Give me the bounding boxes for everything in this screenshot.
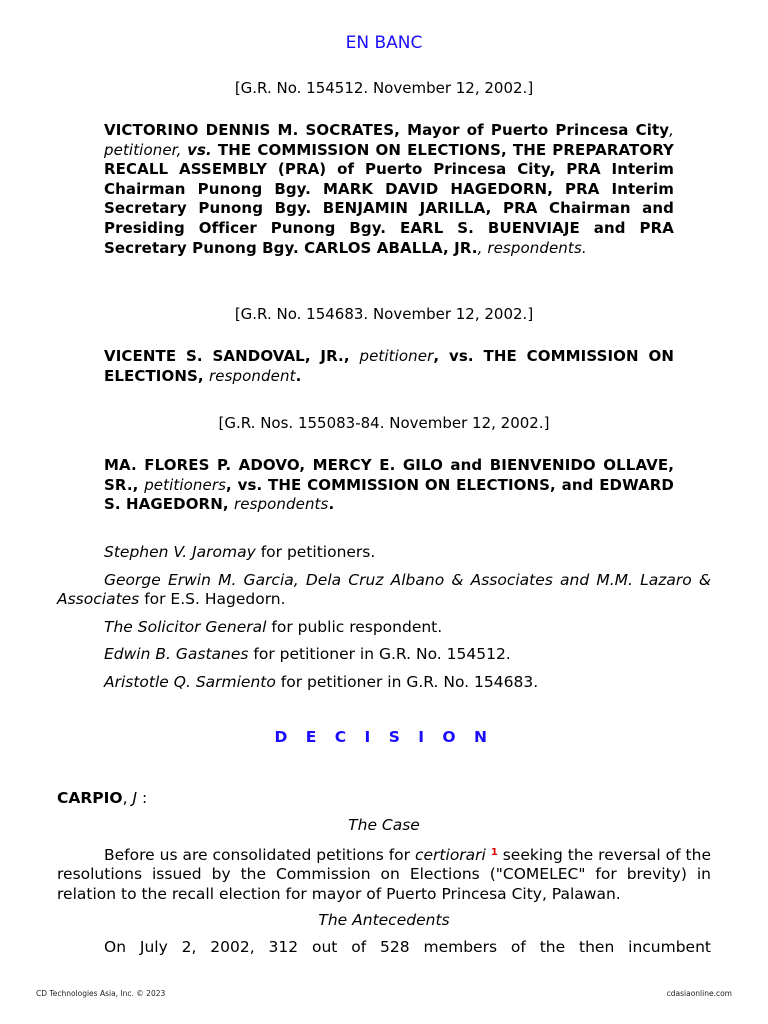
ponente-name: CARPIO (57, 789, 123, 807)
case1-vs: vs. (187, 140, 212, 159)
paragraph-1: Before us are consolidated petitions for certiorari $^1$ seeking the reversal of the resolutions issued by the Commission on Elections ("COMELEC" for brevity) in relation to the recall election for mayor of Puerto Princesa City, Palawan. (57, 845, 711, 903)
case2-parties: VICENTE S. SANDOVAL, JR., petitioner, vs. THE COMMISSION ON ELECTIONS, respondent. (104, 347, 674, 385)
decision-body (57, 816, 711, 958)
case1-petitioner: VICTORINO DENNIS M. SOCRATES, Mayor of Puerto Princesa City (104, 121, 670, 139)
counsel-item: Edwin B. Gastanes for petitioner in G.R. No. 154512. (104, 645, 511, 664)
case2-gr-number: [G.R. No. 154683. November 12, 2002.] (234, 305, 534, 323)
case3-respondent-role: respondents (233, 495, 329, 514)
case1-petitioner-role: petitioner (104, 140, 177, 159)
case2-petitioner: VICENTE S. SANDOVAL, JR., (104, 347, 360, 365)
case1-respondent-role: respondents (487, 238, 582, 257)
counsel-item: Stephen V. Jaromay for petitioners. (104, 543, 376, 561)
case1-gr-number: [G.R. No. 154512. November 12, 2002.] (234, 79, 534, 97)
case3-gr-number: [G.R. Nos. 155083-84. November 12, 2002.] (218, 414, 550, 432)
ponente: CARPIO, J : (57, 789, 148, 807)
case1-respondents: THE COMMISSION ON ELECTIONS, THE PREPARATORY RECALL ASSEMBLY (PRA) of Puerto Princesa City, PRA Interim Chairman Punong Bgy. MARK DAVID HAGEDORN, PRA Interim Secretary Punong Bgy. BENJAMIN JARILLA, PRA Chairman and Presiding Officer Punong Bgy. EARL S. BUENVIAJE and PRA Secretary Punong Bgy. CARLOS ABALLA, JR. (104, 140, 674, 257)
case3-petitioners: MA. FLORES P. ADOVO, MERCY E. GILO and BIENVENIDO OLLAVE, SR., (104, 456, 674, 494)
heading-antecedents: The Antecedents (318, 911, 450, 930)
paragraph-2: On July 2, 2002, 312 out of 528 members of the then incumbent (104, 937, 711, 956)
counsel-list (57, 543, 711, 693)
counsel-item: The Solicitor General for public respondent. (104, 617, 443, 636)
case3-petitioner-role: petitioners (144, 475, 227, 494)
case2-respondent-role: respondent (209, 366, 296, 385)
ponente-title: J (132, 789, 138, 807)
footnote-link[interactable]: 1 (490, 846, 498, 858)
case2-petitioner-role: petitioner (359, 347, 434, 365)
heading-the-case: The Case (348, 816, 420, 834)
term-certiorari: certiorari (415, 845, 486, 864)
case1-parties: VICTORINO DENNIS M. SOCRATES, Mayor of Puerto Princesa City, petitioner, vs. THE COMMISSION ON ELECTIONS, THE PREPARATORY RECALL ASSEMBLY (PRA) of Puerto Princesa City, PRA Interim Chairman Punong Bgy. MARK DAVID HAGEDORN, PRA Interim Secretary Punong Bgy. BENJAMIN JARILLA, PRA Chairman and Presiding Officer Punong Bgy. EARL S. BUENVIAJE and PRA Secretary Punong Bgy. CARLOS ABALLA, JR., respondents. (104, 121, 674, 257)
footer-copyright: CD Technologies Asia, Inc. © 2023 (36, 989, 166, 998)
counsel-item: George Erwin M. Garcia, Dela Cruz Albano & Associates and M.M. Lazaro & Associates for E.S. Hagedorn. (57, 570, 711, 609)
decision-title: D E C I S I O N (274, 728, 494, 746)
case3-parties: MA. FLORES P. ADOVO, MERCY E. GILO and BIENVENIDO OLLAVE, SR., petitioners, vs. THE COMMISSION ON ELECTIONS, and EDWARD S. HAGEDORN, respondents. (104, 456, 674, 514)
footer-website[interactable]: cdasiaonline.com (666, 989, 732, 998)
counsel-item: Aristotle Q. Sarmiento for petitioner in G.R. No. 154683. (104, 672, 539, 691)
court-division: EN BANC (345, 33, 423, 53)
